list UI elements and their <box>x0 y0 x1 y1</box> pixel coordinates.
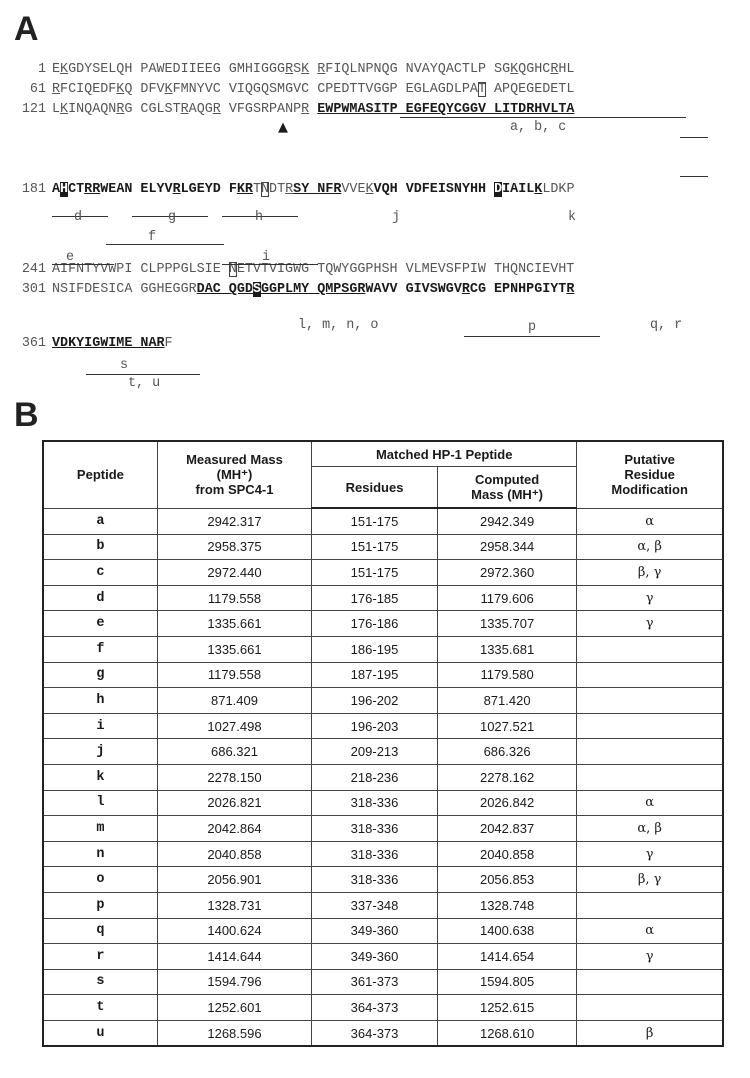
cell-modification: β, γ <box>577 560 723 586</box>
table-row <box>43 892 723 918</box>
cell-measured-mass: 2042.864 <box>157 816 311 842</box>
sequence-line-number: 361 <box>21 336 46 351</box>
table-row <box>43 713 723 739</box>
peptide-label-d: d <box>74 210 83 225</box>
cell-residues: 318-336 <box>312 841 438 867</box>
cell-peptide: e <box>43 611 157 637</box>
table-row <box>43 636 723 662</box>
peptide-label-s: s <box>120 358 129 373</box>
cell-computed-mass: 1400.638 <box>437 918 576 944</box>
peptide-label-tu: t, u <box>128 376 161 391</box>
table-row <box>43 1020 723 1046</box>
header-peptide: Peptide <box>43 441 157 508</box>
peptide-label-f: f <box>148 230 157 245</box>
peptide-label-abc: a, b, c <box>510 120 567 135</box>
cell-modification <box>577 764 723 790</box>
peptide-label-j: j <box>392 210 401 225</box>
cell-residues: 186-195 <box>312 636 438 662</box>
header-measured-line1: Measured Mass <box>186 452 283 468</box>
cell-modification: γ <box>577 585 723 611</box>
table-row <box>43 969 723 995</box>
cell-measured-mass: 686.321 <box>157 739 311 765</box>
cell-peptide: p <box>43 892 157 918</box>
cell-measured-mass: 1335.661 <box>157 636 311 662</box>
cell-computed-mass: 2972.360 <box>437 560 576 586</box>
cell-modification: α, β <box>577 816 723 842</box>
cell-measured-mass: 1414.644 <box>157 944 311 970</box>
cell-peptide: f <box>43 636 157 662</box>
cell-computed-mass: 871.420 <box>437 688 576 714</box>
sequence-line-text: LKINQAQNRG CGLSTRAQGR VFGSRPANPR EWPWMASITP EGFEQYCGGV LITDRHVLTA <box>52 102 575 117</box>
header-computed-line1: Computed <box>474 472 540 487</box>
cell-peptide: a <box>43 508 157 534</box>
cell-residues: 151-175 <box>312 560 438 586</box>
cell-peptide: c <box>43 560 157 586</box>
table-row <box>43 790 723 816</box>
cell-modification <box>577 969 723 995</box>
peptide-label-h: h <box>255 210 264 225</box>
cell-peptide: o <box>43 867 157 893</box>
cell-computed-mass: 2278.162 <box>437 764 576 790</box>
cell-residues: 318-336 <box>312 816 438 842</box>
cell-peptide: u <box>43 1020 157 1046</box>
peptide-label-g: g <box>168 210 177 225</box>
table-row <box>43 534 723 560</box>
table-row <box>43 611 723 637</box>
sequence-line-number: 181 <box>21 182 46 197</box>
peptide-bar-tu <box>100 374 200 375</box>
sequence-line-text: RFCIQEDFKQ DFVKFMNYVC VIQGQSMGVC CPEDTTVGGP EGLAGDLPAT APQEGEDETL <box>52 82 575 97</box>
cell-computed-mass: 1328.748 <box>437 892 576 918</box>
cell-computed-mass: 1179.606 <box>437 585 576 611</box>
cell-modification <box>577 739 723 765</box>
cell-modification: γ <box>577 944 723 970</box>
header-modification-line1: Putative <box>624 452 675 468</box>
cell-measured-mass: 2278.150 <box>157 764 311 790</box>
cell-measured-mass: 871.409 <box>157 688 311 714</box>
header-matched-peptide: Matched HP-1 Peptide <box>312 441 577 467</box>
header-modification-line3: Modification <box>611 482 688 498</box>
cell-residues: 364-373 <box>312 995 438 1021</box>
table-row <box>43 560 723 586</box>
cell-residues: 364-373 <box>312 1020 438 1046</box>
cell-measured-mass: 1027.498 <box>157 713 311 739</box>
cell-peptide: k <box>43 764 157 790</box>
cell-measured-mass: 2056.901 <box>157 867 311 893</box>
peptide-label-e: e <box>66 250 75 265</box>
header-computed-line2: Mass (MH⁺) <box>471 487 544 502</box>
header-modification <box>577 441 723 508</box>
table-row <box>43 764 723 790</box>
cell-modification: γ <box>577 841 723 867</box>
cell-peptide: s <box>43 969 157 995</box>
peptide-bar-abc <box>400 117 686 118</box>
cell-computed-mass: 2942.349 <box>437 508 576 534</box>
table-body <box>43 508 723 1046</box>
cell-measured-mass: 1335.661 <box>157 611 311 637</box>
cell-modification <box>577 713 723 739</box>
cell-computed-mass: 686.326 <box>437 739 576 765</box>
peptide-bar-d-start <box>680 137 708 138</box>
table-row <box>43 841 723 867</box>
cell-measured-mass: 2972.440 <box>157 560 311 586</box>
cell-modification: α <box>577 790 723 816</box>
cell-modification: β, γ <box>577 867 723 893</box>
cell-measured-mass: 1179.558 <box>157 662 311 688</box>
cell-peptide: n <box>43 841 157 867</box>
header-residues: Residues <box>312 467 438 509</box>
cell-computed-mass: 1268.610 <box>437 1020 576 1046</box>
cell-peptide: t <box>43 995 157 1021</box>
cell-residues: 196-202 <box>312 688 438 714</box>
cell-computed-mass: 1594.805 <box>437 969 576 995</box>
cell-peptide: m <box>43 816 157 842</box>
cell-residues: 196-203 <box>312 713 438 739</box>
sequence-line-text: AHCTRRWEAN ELYVRLGEYD FKRTNDTRSY NFRVVEKVQH VDFEISNYHH DIAILKLDKP <box>52 182 575 197</box>
cell-measured-mass: 1328.731 <box>157 892 311 918</box>
cell-peptide: g <box>43 662 157 688</box>
table-row <box>43 585 723 611</box>
header-measured-line3: from SPC4-1 <box>195 482 274 498</box>
cell-computed-mass: 1335.707 <box>437 611 576 637</box>
cell-residues: 318-336 <box>312 867 438 893</box>
peptide-mass-table <box>42 440 724 1047</box>
sequence-line-text: AIFNTYVWPI CLPPPGLSIE NETVTVIGWG TQWYGGPHSH VLMEVSFPIW THQNCIEVHT <box>52 262 575 277</box>
table-row <box>43 662 723 688</box>
cell-residues: 337-348 <box>312 892 438 918</box>
sequence-line-number: 241 <box>21 262 46 277</box>
peptide-label-i: i <box>262 250 271 265</box>
table-row <box>43 944 723 970</box>
cell-peptide: b <box>43 534 157 560</box>
cell-peptide: j <box>43 739 157 765</box>
table-row <box>43 867 723 893</box>
table-row <box>43 918 723 944</box>
sequence-line-text: NSIFDESICA GGHEGGRDAC QGDSGGPLMY QMPSGRWAVV GIVSWGVRCG EPNHPGIYTR <box>52 282 575 297</box>
cell-modification: α <box>577 918 723 944</box>
cleavage-marker-icon: ▲ <box>278 120 288 135</box>
cell-computed-mass: 1027.521 <box>437 713 576 739</box>
peptide-bar-f <box>106 244 224 245</box>
cell-modification: α <box>577 508 723 534</box>
cell-residues: 176-186 <box>312 611 438 637</box>
sequence-line-text: VDKYIGWIME NARF <box>52 336 173 351</box>
table-row <box>43 995 723 1021</box>
cell-computed-mass: 2056.853 <box>437 867 576 893</box>
cell-computed-mass: 1252.615 <box>437 995 576 1021</box>
cell-computed-mass: 1179.580 <box>437 662 576 688</box>
cell-peptide: q <box>43 918 157 944</box>
cell-modification: γ <box>577 611 723 637</box>
cell-residues: 349-360 <box>312 944 438 970</box>
table-row <box>43 739 723 765</box>
cell-peptide: l <box>43 790 157 816</box>
cell-residues: 209-213 <box>312 739 438 765</box>
table-row <box>43 816 723 842</box>
cell-residues: 187-195 <box>312 662 438 688</box>
header-measured-line2: (MH⁺) <box>216 467 253 483</box>
panel-b-label: B <box>14 396 39 434</box>
peptide-bar-p <box>464 336 600 337</box>
cell-peptide: h <box>43 688 157 714</box>
cell-residues: 361-373 <box>312 969 438 995</box>
header-modification-line2: Residue <box>624 467 675 483</box>
peptide-label-k: k <box>568 210 577 225</box>
sequence-line-text: EKGDYSELQH PAWEDIIEEG GMHIGGGRSK RFIQLNPNQG NVAYQACTLP SGKQGHCRHL <box>52 62 575 77</box>
cell-measured-mass: 2040.858 <box>157 841 311 867</box>
peptide-bar-e-start <box>680 176 708 177</box>
cell-peptide: i <box>43 713 157 739</box>
cell-computed-mass: 2958.344 <box>437 534 576 560</box>
cell-residues: 176-185 <box>312 585 438 611</box>
cell-residues: 318-336 <box>312 790 438 816</box>
cell-modification: α, β <box>577 534 723 560</box>
table-row <box>43 688 723 714</box>
cell-residues: 151-175 <box>312 508 438 534</box>
cell-measured-mass: 1594.796 <box>157 969 311 995</box>
peptide-label-p: p <box>528 320 537 335</box>
cell-modification: β <box>577 1020 723 1046</box>
cell-measured-mass: 2026.821 <box>157 790 311 816</box>
cell-computed-mass: 1335.681 <box>437 636 576 662</box>
table-row <box>43 508 723 534</box>
cell-measured-mass: 2958.375 <box>157 534 311 560</box>
peptide-bar-e <box>52 264 114 265</box>
cell-computed-mass: 2040.858 <box>437 841 576 867</box>
cell-peptide: d <box>43 585 157 611</box>
cell-residues: 218-236 <box>312 764 438 790</box>
cell-modification <box>577 662 723 688</box>
sequence-line-number: 121 <box>21 102 46 117</box>
cell-modification <box>577 995 723 1021</box>
cell-measured-mass: 2942.317 <box>157 508 311 534</box>
cell-measured-mass: 1400.624 <box>157 918 311 944</box>
cell-computed-mass: 2026.842 <box>437 790 576 816</box>
cell-measured-mass: 1268.596 <box>157 1020 311 1046</box>
header-computed-mass <box>437 467 576 509</box>
cell-computed-mass: 1414.654 <box>437 944 576 970</box>
peptide-label-lmno: l, m, n, o <box>298 318 379 333</box>
header-measured-mass <box>157 441 311 508</box>
peptide-label-qr: q, r <box>650 318 683 333</box>
panel-a-label: A <box>14 10 39 48</box>
cell-measured-mass: 1179.558 <box>157 585 311 611</box>
cell-modification <box>577 636 723 662</box>
cell-computed-mass: 2042.837 <box>437 816 576 842</box>
sequence-line-number: 61 <box>29 82 46 97</box>
sequence-line-number: 1 <box>37 62 46 77</box>
cell-modification <box>577 688 723 714</box>
sequence-line-number: 301 <box>21 282 46 297</box>
cell-residues: 151-175 <box>312 534 438 560</box>
cell-peptide: r <box>43 944 157 970</box>
cell-modification <box>577 892 723 918</box>
cell-measured-mass: 1252.601 <box>157 995 311 1021</box>
cell-residues: 349-360 <box>312 918 438 944</box>
